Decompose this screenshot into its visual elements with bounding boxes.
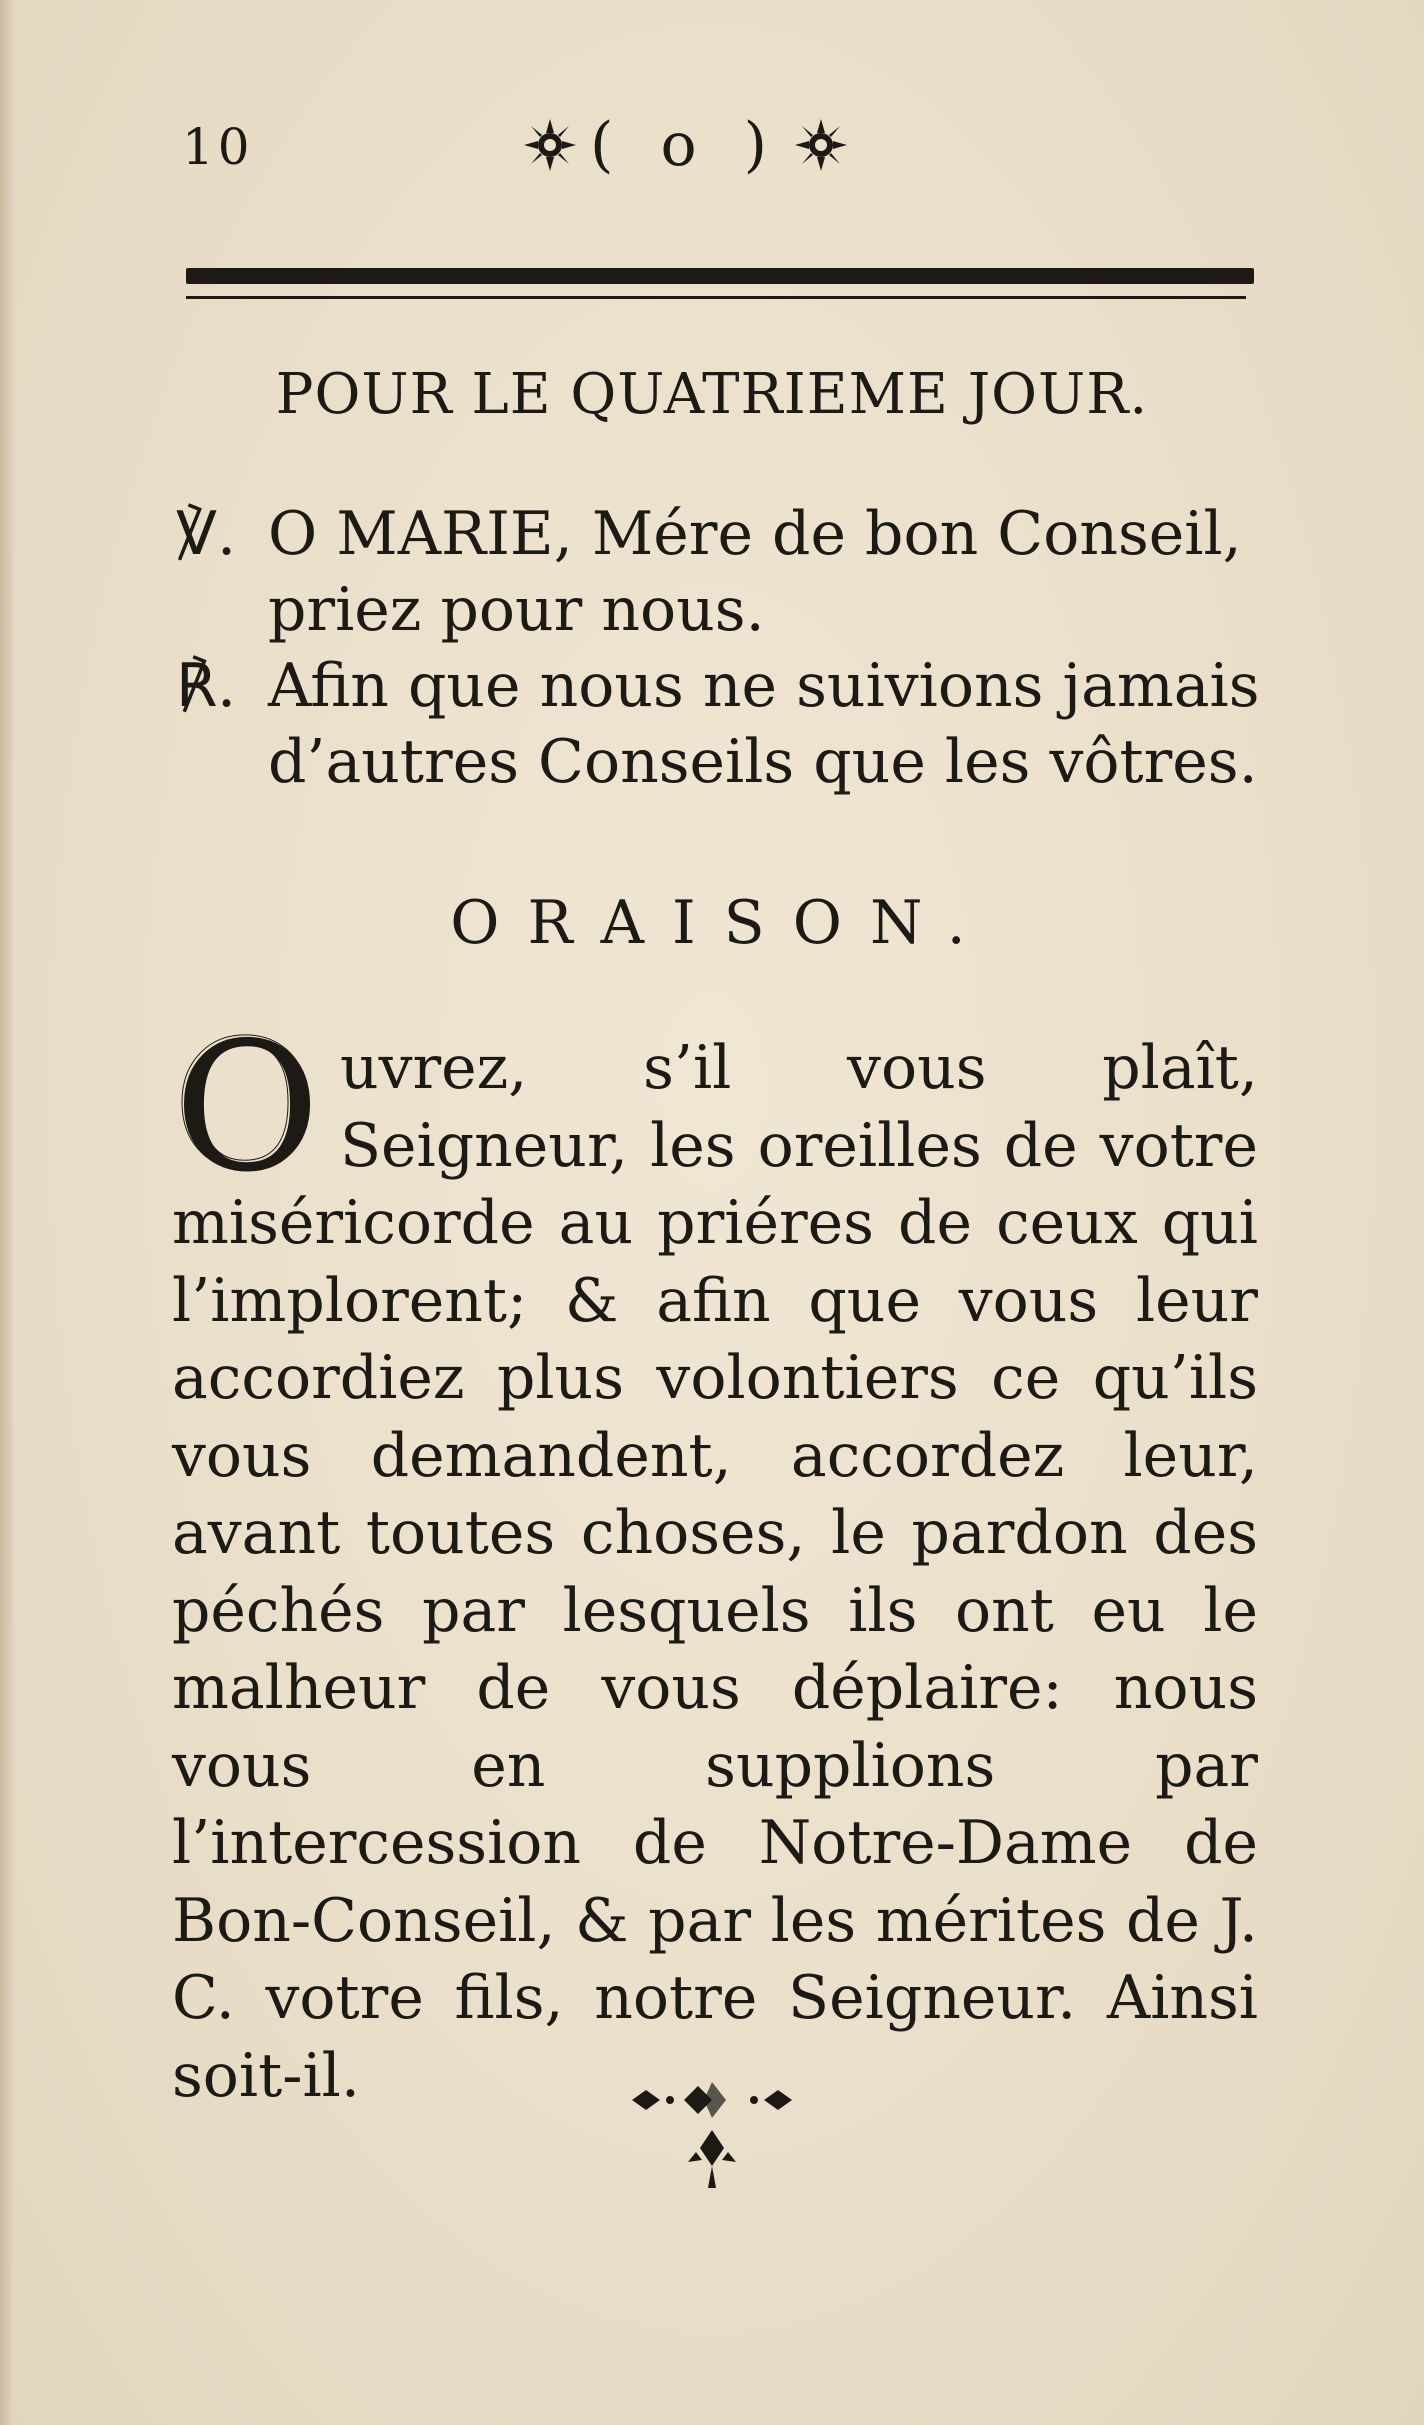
running-head	[520, 110, 851, 180]
response	[176, 648, 1266, 800]
header-rule-thick	[186, 268, 1254, 284]
fleuron-right-icon	[791, 115, 851, 175]
header-rule-thin	[186, 296, 1246, 299]
running-head-text: ( o )	[590, 110, 782, 180]
drop-cap: O	[172, 1002, 318, 1209]
response-text: Afin que nous ne suivions jamais d’autres Conseils que les vôtres.	[268, 651, 1260, 797]
section-heading: ORAISON.	[450, 888, 994, 958]
versicle-text: O MARIE, Mére de bon Conseil, priez pour nous.	[268, 499, 1242, 645]
versicle-mark: ℣.	[176, 499, 237, 569]
versicle	[176, 496, 1266, 648]
prayer-paragraph	[172, 1002, 1258, 2115]
page-number: 10	[182, 118, 254, 176]
fleuron-left-icon	[520, 115, 580, 175]
prayer-text: uvrez, s’il vous plaît, Seigneur, les oreilles de votre miséricorde au priéres de ceux qui l’implorent; & afin que vous leur accordiez plus volontiers ce qu’ils vous demandent, accordez leur, avant toutes choses, le pardon des péchés par lesquels ils ont eu le malheur de vous déplaire: nous vous en supplions par l’intercession de Notre-Dame de Bon-Conseil, & par les mérites de J. C. votre fils, notre Seigneur. Ainsi soit-il.	[172, 1033, 1258, 2111]
response-mark: ℟.	[176, 651, 237, 721]
chapter-title: POUR LE QUATRIEME JOUR.	[275, 362, 1149, 427]
tailpiece-ornament-icon	[612, 2070, 812, 2200]
page-header	[0, 110, 1424, 200]
